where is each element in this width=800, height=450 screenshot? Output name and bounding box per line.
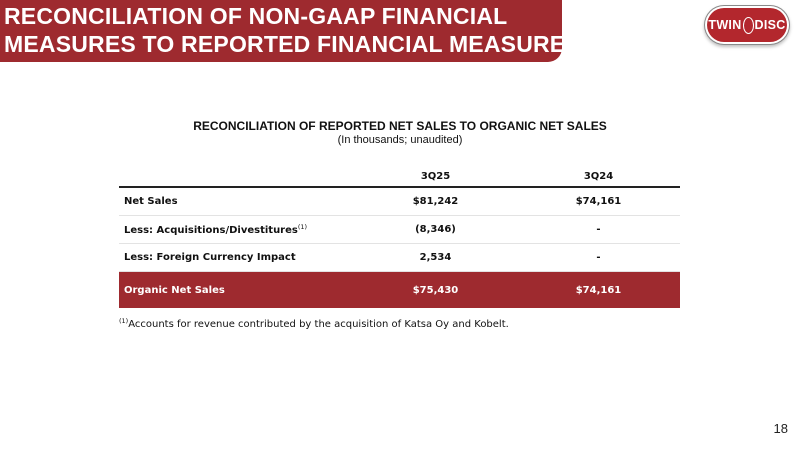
reconciliation-table — [119, 166, 680, 308]
total-value-3q25: $75,430 — [412, 284, 459, 296]
row-label-text: Less: Foreign Currency Impact — [124, 252, 296, 263]
row-value-3q24: $74,161 — [575, 196, 622, 207]
header-3q25: 3Q25 — [420, 170, 451, 182]
row-value-3q25: 2,534 — [419, 252, 452, 263]
row-label — [119, 244, 354, 272]
header-blank — [119, 166, 354, 187]
page-number: 18 — [773, 421, 788, 436]
page-title-line-1: RECONCILIATION OF NON-GAAP FINANCIAL — [4, 3, 508, 29]
row-label-text: Net Sales — [124, 196, 178, 207]
footnote-marker: (1) — [297, 223, 308, 231]
row-label — [119, 187, 354, 216]
row-value-3q25: (8,346) — [415, 224, 456, 235]
total-value-3q24: $74,161 — [575, 284, 622, 296]
page-title-line-2: MEASURES TO REPORTED FINANCIAL MEASURES — [4, 31, 581, 57]
row-label-text: Less: Acquisitions/Divestitures — [124, 225, 298, 236]
table-row — [119, 187, 680, 216]
twin-disc-logo — [707, 8, 787, 42]
table-title: RECONCILIATION OF REPORTED NET SALES TO ORGANIC NET SALES — [193, 119, 607, 133]
row-value-3q25: $81,242 — [412, 196, 459, 207]
logo-text-right: DISC — [754, 18, 786, 32]
table-header-row — [119, 166, 680, 187]
logo-text-left: TWIN — [708, 18, 742, 32]
logo-disc-icon — [743, 17, 754, 34]
total-row — [119, 272, 680, 309]
table-subtitle: (In thousands; unaudited) — [337, 134, 463, 146]
total-label: Organic Net Sales — [124, 284, 225, 296]
row-value-3q24: - — [596, 224, 601, 235]
footnote-text: Accounts for revenue contributed by the acquisition of Katsa Oy and Kobelt. — [128, 319, 509, 330]
footnote-marker: (1) — [119, 317, 129, 325]
table-row — [119, 216, 680, 244]
row-value-3q24: - — [596, 252, 601, 263]
footnote — [119, 317, 509, 330]
header-3q24: 3Q24 — [583, 170, 614, 182]
title-banner — [0, 0, 581, 62]
table-row — [119, 244, 680, 272]
row-label — [119, 216, 354, 244]
